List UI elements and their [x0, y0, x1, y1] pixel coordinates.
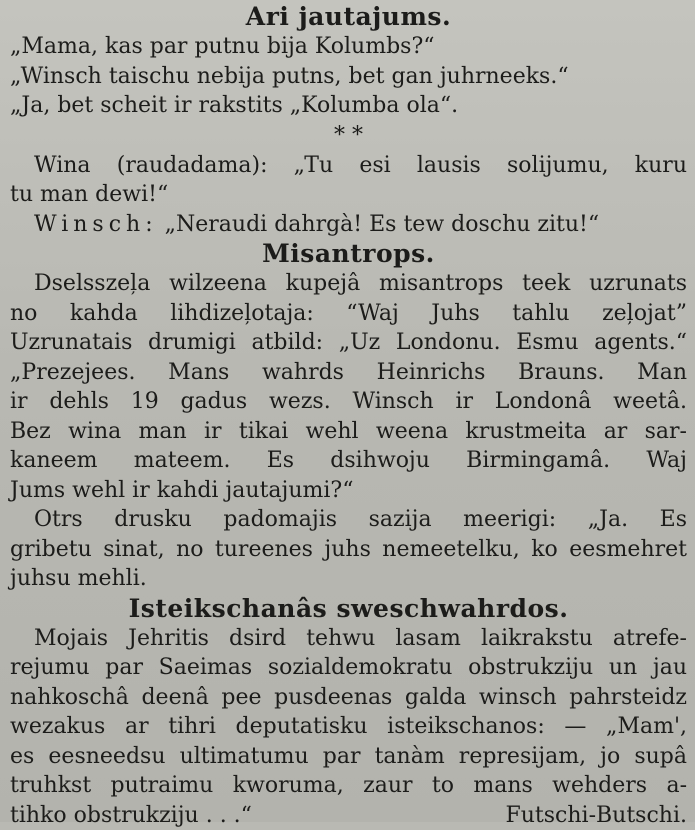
- text-line: „Ja, bet scheit ir rakstits „Kolumba ola“.: [10, 91, 687, 121]
- text-line: Otrs drusku padomajis sazija meerigi: „Ja. Es: [10, 505, 687, 535]
- speaker-label: Winsch:: [34, 212, 158, 237]
- text-line: tihko obstrukziju . . .“: [10, 801, 252, 830]
- dialogue-line: [10, 210, 687, 240]
- section-title-ari-jautajums: Ari jautajums.: [10, 2, 687, 32]
- text-line: juhsu mehli.: [10, 564, 687, 594]
- text-line: gribetu sinat, no tureenes juhs nemeetelku, ko eesmehret: [10, 535, 687, 565]
- author-signature: Futschi-Butschi.: [505, 801, 687, 830]
- text-line: Dselsszeļa wilzeena kupejâ misantrops teek uzrunats: [10, 269, 687, 299]
- text-line: Mojais Jehritis dsird tehwu lasam laikrakstu atrefe-: [10, 624, 687, 654]
- text-line: no kahda lihdizeļotaja: “Waj Juhs tahlu zeļojat”: [10, 299, 687, 329]
- text-line: wezakus ar tihri deputatisku isteikschanos: — „Mam',: [10, 712, 687, 742]
- closing-line: [10, 801, 687, 830]
- text-line: nahkoschâ deenâ pee pusdeenas galda winsch pahrsteidz: [10, 683, 687, 713]
- text-line: Jums wehl ir kahdi jautajumi?“: [10, 476, 687, 506]
- text-line: „Prezejees. Mans wahrds Heinrichs Brauns. Man: [10, 358, 687, 388]
- section-title-isteikschanas: Isteikschanâs sweschwahrdos.: [10, 594, 687, 624]
- text-line: ir dehls 19 gadus wezs. Winsch ir Londonâ weetâ.: [10, 387, 687, 417]
- text-line: truhkst putraimu kworuma, zaur to mans wehders a-: [10, 771, 687, 801]
- text-line: „Winsch taischu nebija putns, bet gan juhrneeks.“: [10, 62, 687, 92]
- speaker-reply: „Neraudi dahrgà! Es tew doschu zitu!“: [165, 212, 600, 237]
- text-line: Wina (raudadama): „Tu esi lausis solijumu, kuru: [10, 151, 687, 181]
- text-line: Bez wina man ir tikai wehl weena krustmeita ar sar-: [10, 417, 687, 447]
- text-line: rejumu par Saeimas sozialdemokratu obstrukziju un jau: [10, 653, 687, 683]
- text-line: es eesneedsu ultimatumu par tanàm represijam, jo supâ: [10, 742, 687, 772]
- text-line: kaneem mateem. Es dsihwoju Birmingamâ. Waj: [10, 446, 687, 476]
- asterism-divider: * *: [10, 121, 687, 151]
- text-line: tu man dewi!“: [10, 180, 687, 210]
- text-line: „Mama, kas par putnu bija Kolumbs?“: [10, 32, 687, 62]
- section-title-misantrops: Misantrops.: [10, 239, 687, 269]
- text-line: Uzrunatais drumigi atbild: „Uz Londonu. Esmu agents.“: [10, 328, 687, 358]
